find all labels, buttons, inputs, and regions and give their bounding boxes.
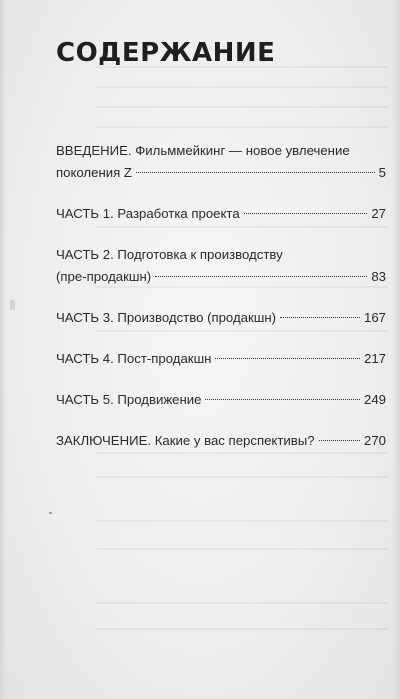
dot-leader [319, 440, 360, 441]
toc-entry-line [56, 244, 386, 266]
dot-leader [136, 172, 375, 173]
page-title: СОДЕРЖАНИЕ [56, 38, 276, 68]
dot-leader [244, 213, 368, 214]
show-through-line [95, 628, 388, 630]
print-speck [49, 512, 52, 514]
show-through-line [95, 602, 388, 604]
toc-entry-line [56, 348, 386, 370]
dot-leader [155, 276, 367, 277]
binding-mark [10, 300, 15, 310]
toc-entry-title: ЧАСТЬ 3. Производство (продакшн) [56, 310, 277, 325]
page-gutter-shadow [0, 0, 6, 699]
dot-leader [215, 358, 360, 359]
table-of-contents [56, 140, 386, 471]
toc-entry-title: ЧАСТЬ 4. Пост-продакшн [56, 351, 212, 366]
toc-entry-title: ЧАСТЬ 5. Продвижение [56, 392, 202, 407]
toc-entry-line [56, 266, 386, 288]
dot-leader [205, 399, 360, 400]
toc-entry-title: ЗАКЛЮЧЕНИЕ. Какие у вас перспективы? [56, 433, 315, 448]
page-edge-shadow [392, 0, 400, 699]
toc-entry-title: ЧАСТЬ 2. Подготовка к производству [56, 247, 283, 262]
toc-entry-title-continued: (пре-продакшн) [56, 269, 152, 284]
show-through-line [95, 106, 388, 108]
toc-entry-line [56, 307, 386, 329]
show-through-line [95, 126, 388, 128]
show-through-line [95, 520, 388, 522]
toc-entry-line [56, 389, 386, 411]
toc-entry-line [56, 203, 386, 225]
toc-page-number: 270 [363, 433, 386, 448]
toc-entry-part-3[interactable] [56, 307, 386, 329]
toc-entry-part-5[interactable] [56, 389, 386, 411]
toc-page-number: 249 [363, 392, 386, 407]
toc-entry-title: ЧАСТЬ 1. Разработка проекта [56, 206, 240, 221]
toc-entry-introduction[interactable] [56, 140, 386, 184]
show-through-line [95, 476, 388, 478]
toc-entry-title: ВВЕДЕНИЕ. Фильммейкинг — новое увлечение [56, 143, 350, 158]
toc-page-number: 217 [363, 351, 386, 366]
toc-entry-line [56, 430, 386, 452]
toc-entry-conclusion[interactable] [56, 430, 386, 452]
toc-entry-part-1[interactable] [56, 203, 386, 225]
toc-entry-part-2[interactable] [56, 244, 386, 288]
toc-entry-line [56, 162, 386, 184]
toc-page-number: 5 [378, 165, 386, 180]
dot-leader [280, 317, 360, 318]
toc-page-number: 27 [371, 206, 386, 221]
toc-entry-line [56, 140, 386, 162]
show-through-line [95, 548, 388, 550]
toc-page-number: 83 [371, 269, 386, 284]
show-through-line [95, 86, 388, 88]
toc-page-number: 167 [363, 310, 386, 325]
toc-entry-part-4[interactable] [56, 348, 386, 370]
toc-entry-title-continued: поколения Z [56, 165, 132, 180]
